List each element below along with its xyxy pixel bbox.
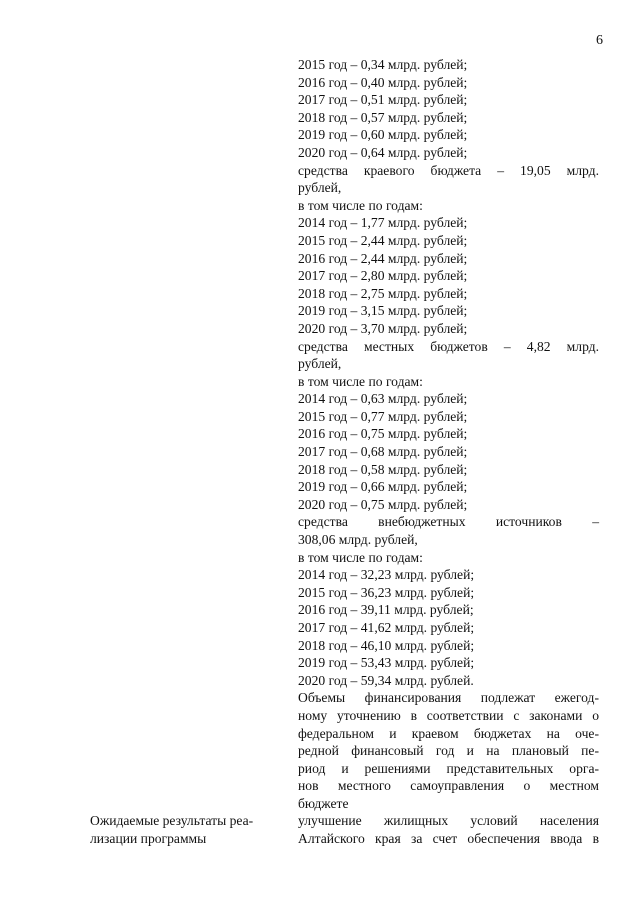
year-line: 2018 год – 2,75 млрд. рублей; (298, 285, 468, 301)
year-line: 2018 год – 0,57 млрд. рублей; (298, 109, 468, 125)
offbudget-heading-cont: 308,06 млрд. рублей, (298, 532, 418, 548)
year-line: 2020 год – 0,75 млрд. рублей; (298, 496, 468, 512)
year-line: 2017 год – 2,80 млрд. рублей; (298, 268, 468, 284)
year-line: 2018 год – 46,10 млрд. рублей; (298, 637, 475, 653)
year-line: 2016 год – 0,40 млрд. рублей; (298, 74, 468, 90)
regional-intro: в том числе по годам: (298, 197, 423, 213)
local-intro: в том числе по годам: (298, 373, 423, 389)
year-line: 2016 год – 2,44 млрд. рублей; (298, 250, 468, 266)
year-line: 2020 год – 3,70 млрд. рублей; (298, 320, 468, 336)
note-line: федеральном и краевом бюджетах на оче- (298, 725, 599, 741)
year-line: 2017 год – 0,51 млрд. рублей; (298, 92, 468, 108)
year-line: 2017 год – 41,62 млрд. рублей; (298, 620, 475, 635)
year-line: 2019 год – 0,66 млрд. рублей; (298, 479, 468, 495)
year-line: 2020 год – 0,64 млрд. рублей; (298, 144, 468, 160)
year-line: 2014 год – 0,63 млрд. рублей; (298, 391, 468, 407)
year-line: 2019 год – 3,15 млрд. рублей; (298, 303, 468, 319)
results-text (298, 812, 599, 847)
year-line: 2019 год – 0,60 млрд. рублей; (298, 127, 468, 143)
year-line: 2020 год – 59,34 млрд. рублей. (298, 672, 474, 688)
local-budget-heading: средства местных бюджетов – 4,82 млрд. (298, 338, 599, 354)
regional-budget-heading-cont: рублей, (298, 180, 342, 196)
year-line: 2019 год – 53,43 млрд. рублей; (298, 655, 475, 671)
note-line: риод и решениями представительных орга- (298, 760, 599, 776)
results-text-line: Алтайского края за счет обеспечения ввода в (298, 830, 599, 846)
year-line: 2015 год – 0,34 млрд. рублей; (298, 57, 468, 72)
results-text-line: улучшение жилищных условий населения (298, 813, 599, 828)
note-line: редной финансовый год и на плановый пе- (298, 743, 599, 759)
note-line: Объемы финансирования подлежат ежегод- (298, 690, 599, 706)
local-budget-heading-cont: рублей, (298, 356, 342, 372)
note-line: бюджете (298, 795, 349, 811)
note-line: нов местного самоуправления о местном (298, 778, 599, 794)
year-line: 2018 год – 0,58 млрд. рублей; (298, 461, 468, 477)
results-label-line: Ожидаемые результаты реа- (90, 813, 254, 828)
year-line: 2016 год – 0,75 млрд. рублей; (298, 426, 468, 442)
financing-column (298, 56, 599, 813)
results-label (90, 812, 290, 847)
page-number: 6 (596, 33, 603, 48)
year-line: 2016 год – 39,11 млрд. рублей; (298, 602, 474, 618)
results-label-line: лизации программы (90, 830, 207, 846)
offbudget-heading: средства внебюджетных источников – (298, 514, 599, 530)
year-line: 2015 год – 36,23 млрд. рублей; (298, 584, 475, 600)
year-line: 2015 год – 0,77 млрд. рублей; (298, 408, 468, 424)
year-line: 2014 год – 1,77 млрд. рублей; (298, 215, 468, 231)
regional-budget-heading: средства краевого бюджета – 19,05 млрд. (298, 162, 599, 178)
year-line: 2015 год – 2,44 млрд. рублей; (298, 232, 468, 248)
note-line: ному уточнению в соответствии с законами о (298, 707, 599, 723)
offbudget-intro: в том числе по годам: (298, 549, 423, 565)
year-line: 2014 год – 32,23 млрд. рублей; (298, 567, 475, 583)
year-line: 2017 год – 0,68 млрд. рублей; (298, 444, 468, 460)
